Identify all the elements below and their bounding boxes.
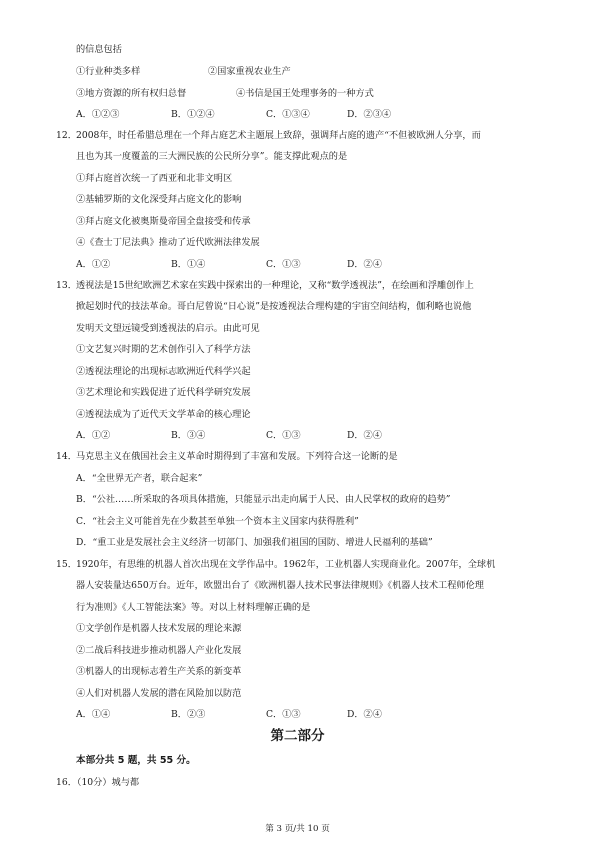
q16-heading: 16．（10分）城与都 [56,777,140,788]
q11-item-2: ②国家重视农业生产 [208,66,291,77]
q13-choice-a[interactable]: A．①② [76,430,111,441]
q13-stem-line-2: 掀起划时代的技法革命。哥白尼曾说“日心说”是按透视法合理构建的宇宙空间结构，伽利略也说他 [76,301,472,312]
q13-number: 13． [56,280,77,291]
q15-item-4: ④人们对机器人发展的潜在风险加以防范 [76,688,242,699]
page-footer: 第 3 页/共 10 页 [265,824,330,834]
q12-choice-d[interactable]: D．②④ [347,259,382,270]
q15-number: 15． [56,559,77,570]
q14-number: 14． [56,451,77,462]
q13-stem-line-3: 发明天文望远镜受到透视法的启示。由此可见 [76,323,260,334]
q12-item-3: ③拜占庭文化被奥斯曼帝国全盘接受和传承 [76,216,251,227]
q11-choice-c[interactable]: C．①③④ [266,109,310,120]
q11-item-3: ③地方资源的所有权归总督 [76,88,187,99]
q15-item-3: ③机器人的出现标志着生产关系的新变革 [76,666,242,677]
q12-choice-c[interactable]: C．①③ [266,259,301,270]
q12-number: 12． [56,130,77,141]
q13-choice-b[interactable]: B．③④ [171,430,206,441]
part-two-note: 本部分共 5 题，共 55 分。 [76,755,196,766]
q12-stem-line-2: 且也为其一度覆盖的三大洲民族的公民所分享”。能支撑此观点的是 [76,151,348,162]
q15-choice-d[interactable]: D．②④ [347,709,382,720]
q11-choice-a[interactable]: A．①②③ [76,109,120,120]
q12-choice-b[interactable]: B．①④ [171,259,206,270]
q13-item-3: ③艺术理论和实践促进了近代科学研究发展 [76,387,251,398]
q15-choice-b[interactable]: B．②③ [171,709,206,720]
q15-stem-line-2: 器人安装量达650万台。近年，欧盟出台了《欧洲机器人技术民事法律规则》《机器人技术工程师伦理 [76,580,484,591]
q15-item-2: ②二战后科技进步推动机器人产业化发展 [76,645,242,656]
q13-choice-c[interactable]: C．①③ [266,430,301,441]
q14-choice-b[interactable]: B．“公社……所采取的各项具体措施，只能显示出走向属于人民、由人民掌权的政府的趋势” [76,494,451,505]
q13-item-4: ④透视法成为了近代天文学革命的核心理论 [76,409,251,420]
q12-choice-a[interactable]: A．①② [76,259,111,270]
q13-item-1: ①文艺复兴时期的艺术创作引入了科学方法 [76,344,251,355]
q14-stem-line-1: 马克思主义在俄国社会主义革命时期得到了丰富和发展。下列符合这一论断的是 [76,451,398,462]
part-two-title: 第二部分 [270,728,325,744]
q13-item-2: ②透视法理论的出现标志欧洲近代科学兴起 [76,366,251,377]
q11-continuation: 的信息包括 [76,44,122,55]
q11-choice-d[interactable]: D．②③④ [347,109,392,120]
q15-choice-c[interactable]: C．①③ [266,709,301,720]
q15-stem-line-1: 1920年，有思维的机器人首次出现在文学作品中。1962年，工业机器人实现商业化。2007年，全球机 [76,559,496,570]
q11-item-4: ④书信是国王处理事务的一种方式 [236,88,374,99]
q12-item-1: ①拜占庭首次统一了西亚和北非文明区 [76,173,233,184]
q14-choice-c[interactable]: C．“社会主义可能首先在少数甚至单独一个资本主义国家内获得胜利” [76,516,359,527]
q15-choice-a[interactable]: A．①④ [76,709,111,720]
q11-choice-b[interactable]: B．①②④ [171,109,215,120]
q14-choice-a[interactable]: A．“全世界无产者，联合起来” [76,473,203,484]
q11-item-1: ①行业种类多样 [76,66,141,77]
q13-choice-d[interactable]: D．②④ [347,430,382,441]
q12-item-2: ②基辅罗斯的文化深受拜占庭文化的影响 [76,194,242,205]
q14-choice-d[interactable]: D．“重工业是发展社会主义经济一切部门、加强我们祖国的国防、增进人民福利的基础” [76,537,433,548]
q13-stem-line-1: 透视法是15世纪欧洲艺术家在实践中探索出的一种理论，又称“数学透视法”，在绘画和浮雕创作上 [76,280,474,291]
q12-stem-line-1: 2008年，时任希腊总理在一个拜占庭艺术主题展上致辞，强调拜占庭的遗产“不但被欧洲人分享，而 [76,130,481,141]
q12-item-4: ④《查士丁尼法典》推动了近代欧洲法律发展 [76,237,260,248]
q15-item-1: ①文学创作是机器人技术发展的理论来源 [76,623,242,634]
q15-stem-line-3: 行为准则》《人工智能法案》等。对以上材料理解正确的是 [76,602,311,613]
